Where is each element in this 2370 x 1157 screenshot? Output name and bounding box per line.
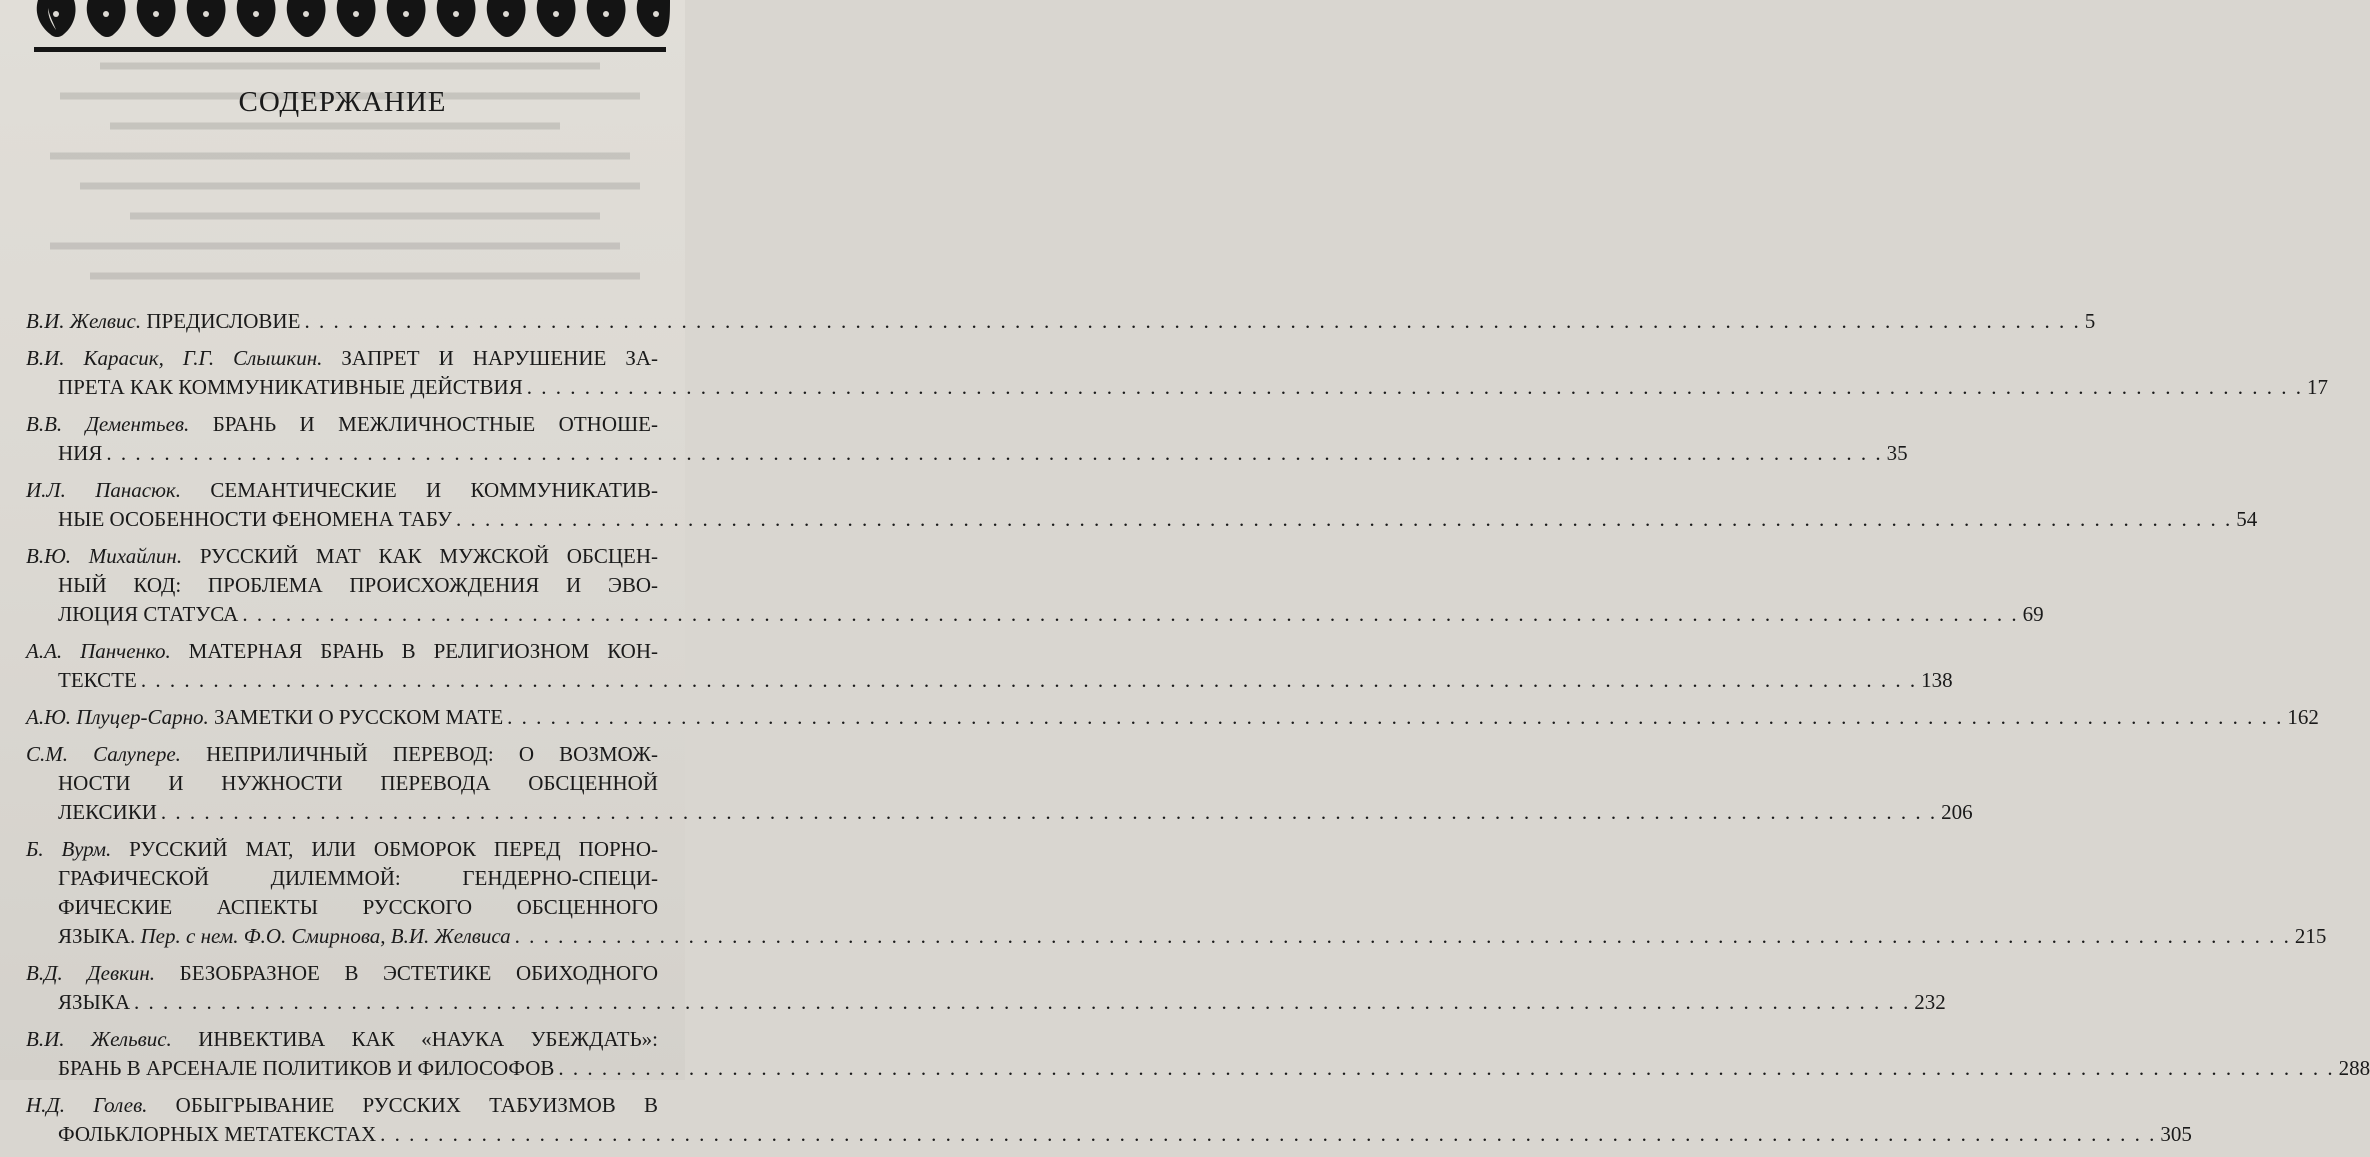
toc-page-number: 206 — [1941, 800, 1973, 824]
toc-entry — [26, 637, 1953, 695]
toc-entry — [26, 740, 1973, 827]
toc-entry-line — [26, 1091, 658, 1120]
dot-leader — [527, 373, 2303, 402]
dot-leader — [106, 439, 1882, 468]
toc-title-text: ФОЛЬКЛОРНЫХ МЕТАТЕКСТАХ — [58, 1122, 377, 1146]
dot-leader — [141, 666, 1917, 695]
toc-page-number: 54 — [2236, 507, 2258, 531]
dot-leader — [456, 505, 2232, 534]
toc-entry-last-line — [26, 600, 2044, 629]
toc-entry-line — [26, 769, 658, 798]
toc-entry — [26, 959, 1946, 1017]
toc-title-text: ТЕКСТЕ — [58, 668, 137, 692]
toc-title-text: ЯЗЫКА. — [58, 924, 136, 948]
toc-title-text: ЛЮЦИЯ СТАТУСА — [58, 602, 239, 626]
dot-leader — [380, 1120, 2156, 1149]
toc-entry-line — [26, 1025, 658, 1054]
toc-author: А.А. Панченко. — [26, 639, 171, 663]
toc-entry-line — [26, 344, 658, 373]
toc-entry-last-line — [26, 307, 2096, 336]
header-rule — [34, 47, 666, 52]
toc-author: А.Ю. Плуцер-Сарно. — [26, 705, 209, 729]
toc-page-number: 288 — [2338, 1056, 2370, 1080]
toc-entry — [26, 1091, 2192, 1149]
toc-entry-line — [26, 864, 658, 893]
toc-title-text: ФИЧЕСКИЕ АСПЕКТЫ РУССКОГО ОБСЦЕННОГО — [58, 895, 658, 919]
toc-author: И.Л. Панасюк. — [26, 478, 182, 502]
dot-leader — [558, 1054, 2334, 1083]
toc-title-text: НЫЕ ОСОБЕННОСТИ ФЕНОМЕНА ТАБУ — [58, 507, 453, 531]
toc-author: В.В. Дементьев. — [26, 412, 190, 436]
toc-title-text: ИНВЕКТИВА КАК «НАУКА УБЕЖДАТЬ»: — [198, 1027, 659, 1051]
toc-page-number: 215 — [2294, 924, 2327, 948]
toc-entry-line — [26, 637, 658, 666]
toc-page-number: 69 — [2022, 602, 2044, 626]
toc-entry-line — [26, 959, 658, 988]
decorative-ornament-border — [30, 0, 670, 44]
dot-leader — [515, 922, 2291, 951]
toc-title-text: БРАНЬ В АРСЕНАЛЕ ПОЛИТИКОВ И ФИЛОСОФОВ — [58, 1056, 555, 1080]
toc-entry — [26, 703, 2319, 732]
toc-author: В.Д. Девкин. — [26, 961, 156, 985]
toc-title-text: МАТЕРНАЯ БРАНЬ В РЕЛИГИОЗНОМ КОН- — [188, 639, 658, 663]
toc-page-number: 162 — [2287, 705, 2319, 729]
toc-title-text: РУССКИЙ МАТ, ИЛИ ОБМОРОК ПЕРЕД ПОРНО- — [129, 837, 658, 861]
toc-title-text: ПРЕТА КАК КОММУНИКАТИВНЫЕ ДЕЙСТВИЯ — [58, 375, 523, 399]
toc-entry — [26, 307, 2096, 336]
toc-title-text: НОСТИ И НУЖНОСТИ ПЕРЕВОДА ОБСЦЕННОЙ — [58, 771, 658, 795]
toc-author: В.Ю. Михайлин. — [26, 544, 183, 568]
toc-entry — [26, 344, 2328, 402]
toc-page-number: 138 — [1921, 668, 1953, 692]
toc-title-text: СЕМАНТИЧЕСКИЕ И КОММУНИКАТИВ- — [210, 478, 659, 502]
toc-entry-last-line — [26, 505, 2258, 534]
toc-page-number: 17 — [2306, 375, 2328, 399]
toc-entry-last-line — [26, 1120, 2192, 1149]
toc-title-text: ЗАМЕТКИ О РУССКОМ МАТЕ — [214, 705, 504, 729]
toc-entry-line — [26, 571, 658, 600]
toc-title-text: ГРАФИЧЕСКОЙ ДИЛЕММОЙ: ГЕНДЕРНО-СПЕЦИ- — [58, 866, 658, 890]
toc-title-text: БЕЗОБРАЗНОЕ В ЭСТЕТИКЕ ОБИХОДНОГО — [179, 961, 659, 985]
toc-author: В.И. Желвис. — [26, 309, 142, 333]
toc-entry-line — [26, 542, 658, 571]
toc-entry-line — [26, 476, 658, 505]
toc-author: В.И. Жельвис. — [26, 1027, 172, 1051]
toc-entry — [26, 410, 1908, 468]
toc-entry-line — [26, 740, 658, 769]
toc-entry-last-line — [26, 922, 2327, 951]
toc-entry-last-line — [26, 1054, 2370, 1083]
toc-translator-note: Пер. с нем. Ф.О. Смирнова, В.И. Желвиса — [140, 924, 511, 948]
toc-entry-line — [26, 835, 658, 864]
toc-entry-last-line — [26, 798, 1973, 827]
toc-entry-last-line — [26, 703, 2319, 732]
toc-page-number: 232 — [1914, 990, 1946, 1014]
dot-leader — [304, 307, 2080, 336]
toc-entry — [26, 835, 2327, 951]
toc-entry-last-line — [26, 988, 1946, 1017]
table-of-contents — [26, 307, 2370, 1157]
toc-entry-last-line — [26, 373, 2328, 402]
toc-title-text: НИЯ — [58, 441, 103, 465]
toc-title-text: ЯЗЫКА — [58, 990, 131, 1014]
toc-author: С.М. Салупере. — [26, 742, 181, 766]
toc-title-text: ОБЫГРЫВАНИЕ РУССКИХ ТАБУИЗМОВ В — [175, 1093, 659, 1117]
toc-title-text: РУССКИЙ МАТ КАК МУЖСКОЙ ОБСЦЕН- — [199, 544, 658, 568]
toc-title-text: ЛЕКСИКИ — [58, 800, 157, 824]
dot-leader — [242, 600, 2018, 629]
toc-title-text: ПРЕДИСЛОВИЕ — [146, 309, 301, 333]
toc-entry — [26, 1025, 2370, 1083]
toc-entry-last-line — [26, 666, 1953, 695]
toc-entry-line — [26, 893, 658, 922]
toc-page-number: 35 — [1886, 441, 1908, 465]
toc-entry-line — [26, 410, 658, 439]
dot-leader — [134, 988, 1910, 1017]
toc-entry-last-line — [26, 439, 1908, 468]
page-title: СОДЕРЖАНИЕ — [238, 86, 447, 118]
toc-title-text: БРАНЬ И МЕЖЛИЧНОСТНЫЕ ОТНОШЕ- — [212, 412, 658, 436]
toc-entry — [26, 542, 2044, 629]
toc-author: В.И. Карасик, Г.Г. Слышкин. — [26, 346, 323, 370]
toc-page-number: 5 — [2084, 309, 2096, 333]
dot-leader — [161, 798, 1937, 827]
toc-page-number: 305 — [2160, 1122, 2192, 1146]
toc-title-text: ЗАПРЕТ И НАРУШЕНИЕ ЗА- — [341, 346, 659, 370]
dot-leader — [507, 703, 2283, 732]
toc-entry — [26, 476, 2258, 534]
toc-title-text: НЫЙ КОД: ПРОБЛЕМА ПРОИСХОЖДЕНИЯ И ЭВО- — [58, 573, 658, 597]
toc-author: Н.Д. Голев. — [26, 1093, 148, 1117]
toc-author: Б. Вурм. — [26, 837, 112, 861]
toc-title-text: НЕПРИЛИЧНЫЙ ПЕРЕВОД: О ВОЗМОЖ- — [206, 742, 658, 766]
